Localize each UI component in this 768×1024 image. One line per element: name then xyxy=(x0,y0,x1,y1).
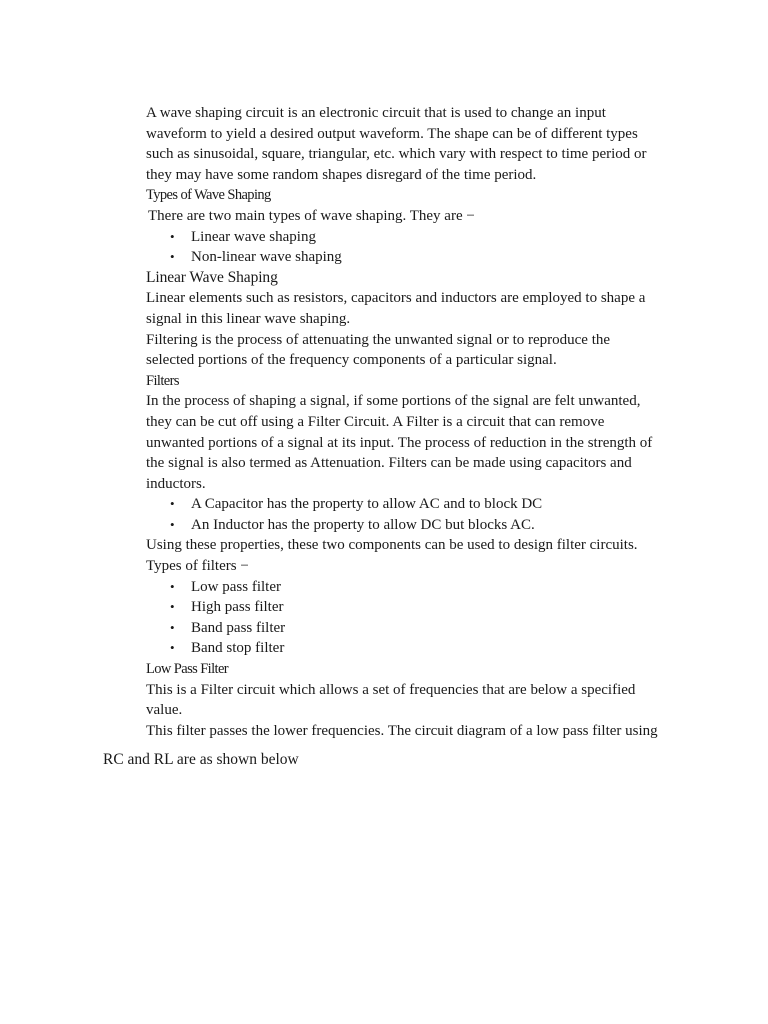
lowpass-para2: This filter passes the lower frequencies. The circuit diagram of a low pass filter using xyxy=(146,722,658,739)
list-item: • Band pass filter xyxy=(168,618,686,639)
lowpass-heading: Low Pass Filter xyxy=(146,661,229,678)
lowpass-para1-line-2: value. xyxy=(146,702,183,719)
linear-para2-line-2: selected portions of the frequency components of a particular signal. xyxy=(146,352,557,369)
filters-para-line-5: inductors. xyxy=(146,475,206,492)
filters-para-line-3: unwanted portions of a signal at its input. The process of reduction in the strength of xyxy=(146,434,653,451)
filter-types-list xyxy=(146,577,686,659)
linear-para1-line-1: Linear elements such as resistors, capacitors and inductors are employed to shape a xyxy=(146,290,646,307)
filters-para-line-2: they can be cut off using a Filter Circuit. A Filter is a circuit that can remove xyxy=(146,413,605,430)
filter-types-intro: Types of filters − xyxy=(146,558,249,575)
trailing-line: RC and RL are as shown below xyxy=(103,751,299,768)
list-item: • Low pass filter xyxy=(168,577,686,598)
linear-para2-line-1: Filtering is the process of attenuating the unwanted signal or to reproduce the xyxy=(146,331,611,348)
intro-line-1: A wave shaping circuit is an electronic circuit that is used to change an input xyxy=(146,105,606,121)
list-item: • Band stop filter xyxy=(168,638,686,659)
intro-line-3: such as sinusoidal, square, triangular, etc. which vary with respect to time period or xyxy=(146,146,647,163)
linear-heading: Linear Wave Shaping xyxy=(146,268,278,286)
intro-line-4: they may have some random shapes disregard of the time period. xyxy=(146,166,537,183)
intro-line-2: waveform to yield a desired output waveform. The shape can be of different types xyxy=(146,125,638,142)
component-list xyxy=(146,494,686,535)
usage-line: Using these properties, these two components can be used to design filter circuits. xyxy=(146,537,638,554)
linear-para1-line-2: signal in this linear wave shaping. xyxy=(146,310,351,327)
types-intro: There are two main types of wave shaping. They are − xyxy=(148,207,475,224)
list-item: • A Capacitor has the property to allow AC and to block DC xyxy=(168,494,686,515)
filters-para-line-1: In the process of shaping a signal, if some portions of the signal are felt unwanted, xyxy=(146,393,641,410)
document-body xyxy=(146,103,686,741)
filters-para-line-4: the signal is also termed as Attenuation. Filters can be made using capacitors and xyxy=(146,455,632,472)
lowpass-para1-line-1: This is a Filter circuit which allows a set of frequencies that are below a specified xyxy=(146,681,636,698)
list-item: • High pass filter xyxy=(168,597,686,618)
list-item: • Linear wave shaping xyxy=(168,227,686,248)
types-list xyxy=(146,227,686,268)
types-heading: Types of Wave Shaping xyxy=(146,187,271,204)
list-item: • An Inductor has the property to allow DC but blocks AC. xyxy=(168,515,686,536)
list-item: • Non-linear wave shaping xyxy=(168,247,686,268)
filters-heading: Filters xyxy=(146,372,179,389)
